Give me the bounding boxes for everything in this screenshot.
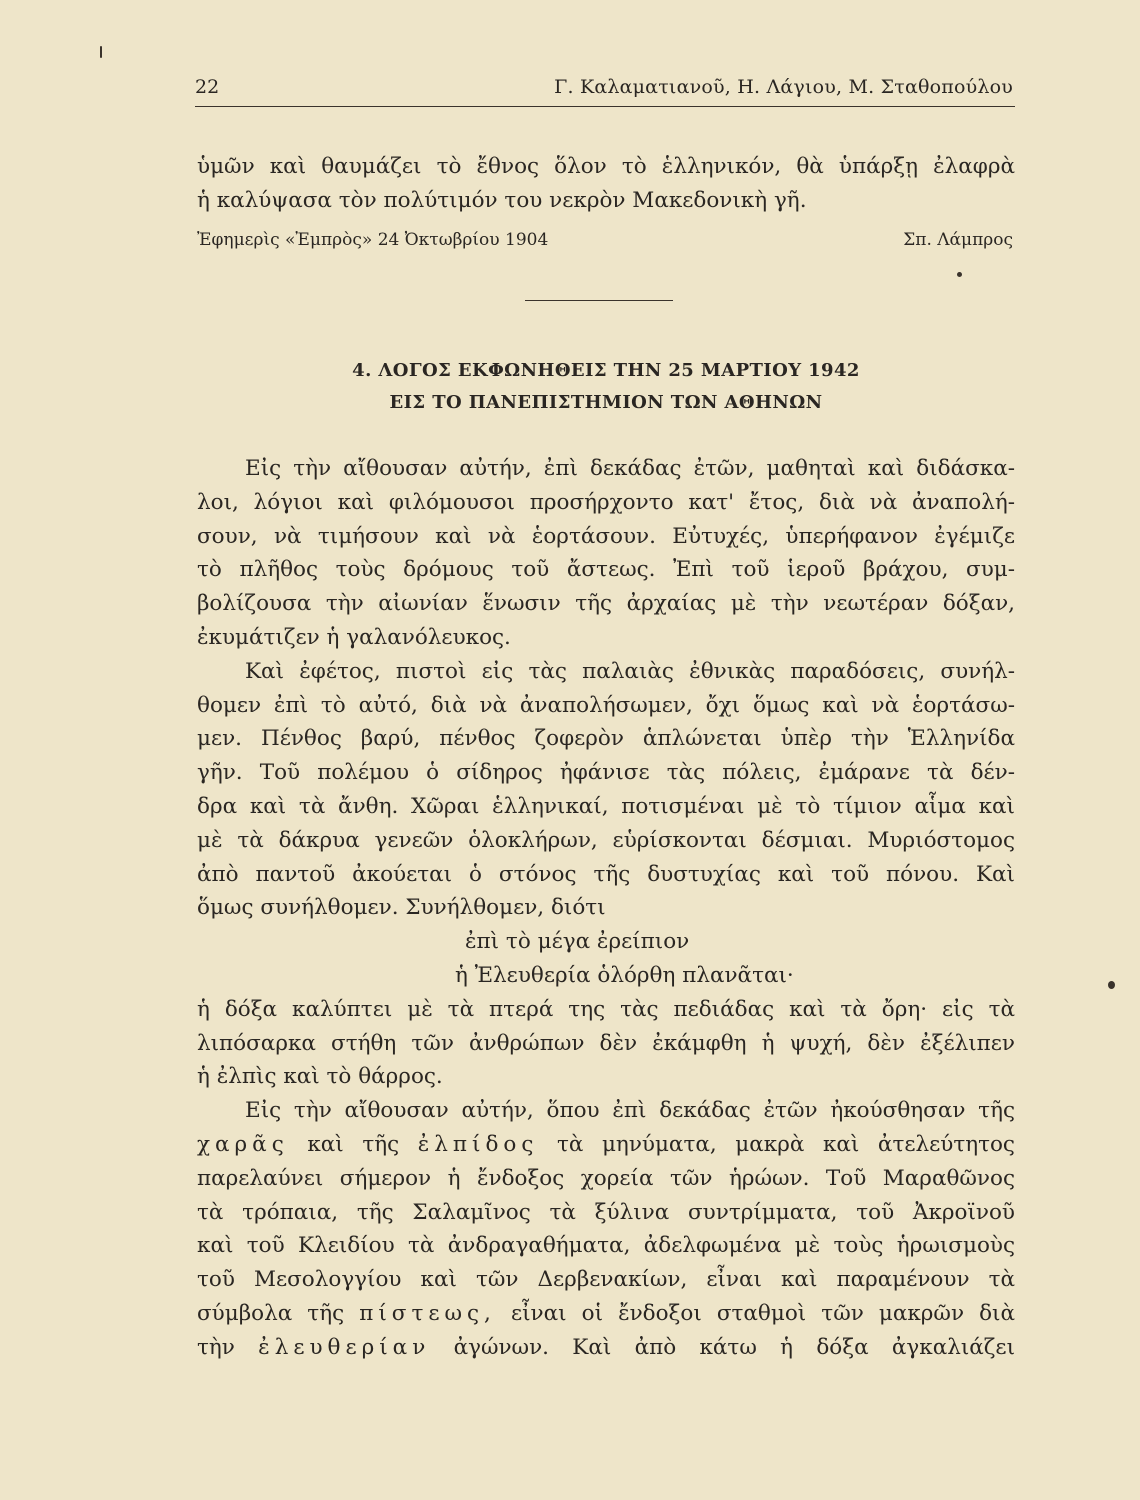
previous-section-ending	[197, 150, 1015, 218]
spaced-emphasis: χαρᾶς	[197, 1131, 289, 1157]
text-line: σουν, νὰ τιμήσουν καὶ νὰ ἑορτάσουν. Εὐτυχές, ὑπερήφανον ἐγέμιζε	[197, 523, 1015, 549]
text-line: Εἰς τὴν αἴθουσαν αὐτήν, ὅπου ἐπὶ δεκάδας ἐτῶν ἠκούσθησαν τῆς	[245, 1098, 1015, 1124]
text-line: τὰ τρόπαια, τῆς Σαλαμῖνος τὰ ξύλινα συντρίμματα, τοῦ Ἀκροϊνοῦ	[197, 1199, 1015, 1225]
previous-section-signature	[197, 230, 1015, 256]
text-line: ἡ δόξα καλύπτει μὲ τὰ πτερά της τὰς πεδιάδας καὶ τὰ ὄρη· εἰς τὰ	[197, 996, 1015, 1022]
text-line: θομεν ἐπὶ τὸ αὐτό, διὰ νὰ ἀναπολήσωμεν, ὄχι ὅμως καὶ νὰ ἑορτάσω-	[197, 692, 1015, 718]
text-line: λιπόσαρκα στήθη τῶν ἀνθρώπων δὲν ἐκάμφθη ἡ ψυχή, δὲν ἐξέλιπεν	[197, 1030, 1015, 1056]
text-line: καὶ τοῦ Κλειδίου τὰ ἀνδραγαθήματα, ἀδελφωμένα μὲ τοὺς ἡρωισμοὺς	[197, 1233, 1015, 1259]
text-line: ἡ ἐλπὶς καὶ τὸ θάρρος.	[197, 1064, 443, 1090]
section-title-line-2: ΕΙΣ ΤΟ ΠΑΝΕΠΙΣΤΗΜΙΟΝ ΤΩΝ ΑΘΗΝΩΝ	[389, 392, 823, 413]
text-line: τὸ πλῆθος τοὺς δρόμους τοῦ ἄστεως. Ἐπὶ τοῦ ἱεροῦ βράχου, συμ-	[197, 557, 1015, 583]
text-line: γῆν. Τοῦ πολέμου ὁ σίδηρος ἠφάνισε τὰς πόλεις, ἐμάρανε τὰ δέν-	[197, 760, 1015, 786]
text-line: χαρᾶς καὶ τῆς ἐλπίδος τὰ μηνύματα, μακρὰ καὶ ἀτελεύτητος	[197, 1131, 1015, 1157]
text-line: βολίζουσα τὴν αἰωνίαν ἕνωσιν τῆς ἀρχαίας μὲ τὴν νεωτέραν δόξαν,	[197, 591, 1015, 617]
ink-speck	[1108, 981, 1115, 989]
text-line: παρελαύνει σήμερον ἡ ἔνδοξος χορεία τῶν ἡρώων. Τοῦ Μαραθῶνος	[197, 1165, 1015, 1191]
text-line: μὲ τὰ δάκρυα γενεῶν ὁλοκλήρων, εὑρίσκονται δέσμιαι. Μυριόστομος	[197, 827, 1015, 853]
text-line: μεν. Πένθος βαρύ, πένθος ζοφερὸν ἁπλώνεται ὑπὲρ τὴν Ἑλληνίδα	[197, 726, 1015, 752]
running-head	[195, 76, 1015, 107]
text-line: σύμβολα τῆς πίστεως, εἶναι οἱ ἔνδοξοι σταθμοὶ τῶν μακρῶν διὰ	[197, 1300, 1015, 1326]
spaced-emphasis: πίστεως,	[359, 1300, 496, 1326]
text-line: ὑμῶν καὶ θαυμάζει τὸ ἔθνος ὅλον τὸ ἑλληνικόν, θὰ ὑπάρξῃ ἐλαφρὰ	[197, 154, 1015, 179]
poem-line: ἐπὶ τὸ μέγα ἐρείπιον	[465, 929, 690, 955]
section-divider	[525, 300, 673, 301]
section-title	[197, 355, 1015, 419]
poem-line: ἡ Ἐλευθερία ὁλόρθη πλανᾶται·	[455, 962, 794, 988]
speech-body	[197, 452, 1015, 1365]
text-line: ὅμως συνήλθομεν. Συνήλθομεν, διότι	[197, 895, 606, 921]
text-line: ἀπὸ παντοῦ ἀκούεται ὁ στόνος τῆς δυστυχίας καὶ τοῦ πόνου. Καὶ	[197, 861, 1015, 887]
text-line: τὴν ἐλευθερίαν ἀγώνων. Καὶ ἀπὸ κάτω ἡ δόξα ἀγκαλιάζει	[197, 1334, 1016, 1360]
ink-speck	[957, 272, 962, 277]
spaced-emphasis: ἐλευθερίαν	[258, 1334, 431, 1360]
page-number: 22	[195, 76, 220, 98]
text-line: δρα καὶ τὰ ἄνθη. Χῶραι ἑλληνικαί, ποτισμέναι μὲ τὸ τίμιον αἷμα καὶ	[197, 793, 1015, 819]
text-line: ἡ καλύψασα τὸν πολύτιμόν του νεκρὸν Μακεδονικὴ γῆ.	[197, 187, 807, 213]
source-citation: Ἐφημερὶς «Ἐμπρὸς» 24 Ὀκτωβρίου 1904	[197, 230, 549, 250]
text-line: Εἰς τὴν αἴθουσαν αὐτήν, ἐπὶ δεκάδας ἐτῶν, μαθηταὶ καὶ διδάσκα-	[245, 456, 1015, 481]
spaced-emphasis: ἐλπίδος	[417, 1131, 539, 1157]
section-title-line-1: 4. ΛΟΓΟΣ ΕΚΦΩΝΗΘΕΙΣ ΤΗΝ 25 ΜΑΡΤΙΟΥ 1942	[352, 360, 860, 381]
text-line: ἐκυμάτιζεν ἡ γαλανόλευκος.	[197, 624, 511, 650]
ink-speck	[100, 46, 102, 58]
running-head-authors: Γ. Καλαματιανοῦ, Η. Λάγιου, Μ. Σταθοπούλου	[554, 76, 1013, 98]
text-line: τοῦ Μεσολογγίου καὶ τῶν Δερβενακίων, εἶναι καὶ παραμένουν τὰ	[197, 1267, 1015, 1293]
text-line: λοι, λόγιοι καὶ φιλόμουσοι προσήρχοντο κατ' ἔτος, διὰ νὰ ἀναπολή-	[197, 489, 1015, 515]
author-signature: Σπ. Λάμπρος	[903, 230, 1013, 250]
text-line: Καὶ ἐφέτος, πιστοὶ εἰς τὰς παλαιὰς ἐθνικὰς παραδόσεις, συνήλ-	[245, 658, 1015, 684]
